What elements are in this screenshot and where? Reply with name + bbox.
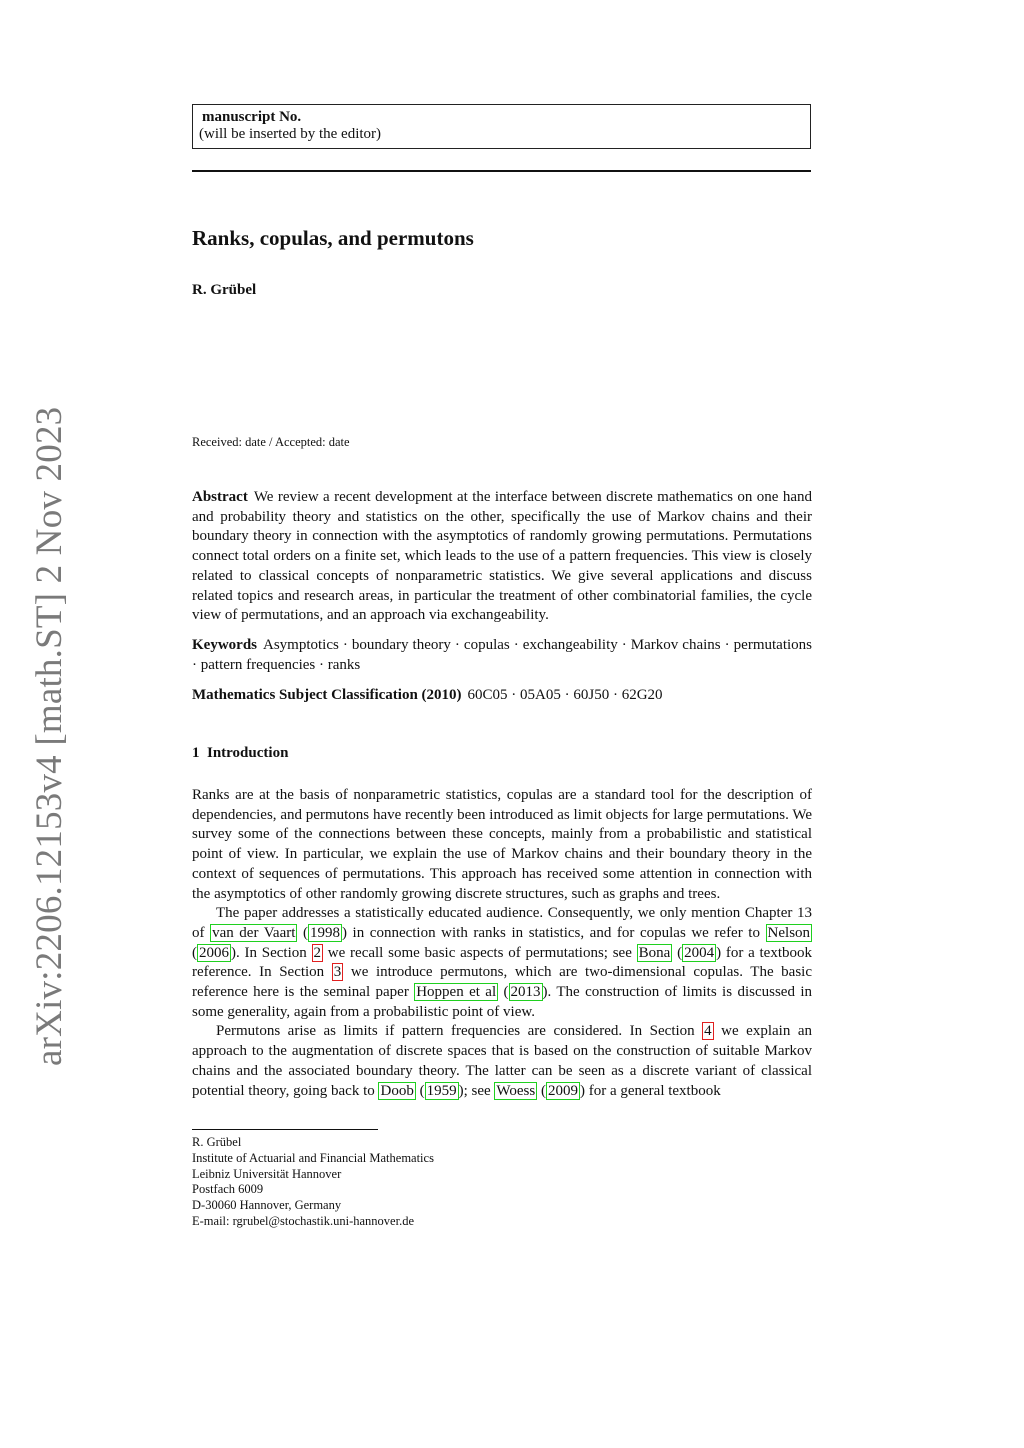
keywords-label: Keywords xyxy=(192,637,257,653)
citation-link-year-2013[interactable]: 2013 xyxy=(510,984,541,1001)
text-run: we recall some basic aspects of permutations; see xyxy=(323,944,637,961)
text-run: we introduce permutons, which are two-dimensional copulas. The basic reference here is the seminal paper xyxy=(192,964,813,1001)
citation-link-year-2004[interactable]: 2004 xyxy=(684,944,715,961)
manuscript-number-label: manuscript No. xyxy=(202,109,302,125)
text-run: ( xyxy=(415,1082,425,1099)
keywords-text: Asymptotics · boundary theory · copulas · exchangeability · Markov chains · permutations · pattern frequencies · ranks xyxy=(192,637,812,673)
section-number: 1 xyxy=(192,745,200,761)
author-affiliation-footnote xyxy=(192,1135,812,1230)
text-run: ( xyxy=(297,924,308,941)
citation-link-year-2009[interactable]: 2009 xyxy=(547,1082,578,1099)
footnote-rule xyxy=(192,1129,378,1130)
manuscript-editor-note: (will be inserted by the editor) xyxy=(199,126,382,142)
section-link-2[interactable]: 2 xyxy=(313,944,322,961)
citation-link-year-1998[interactable]: 1998 xyxy=(309,924,340,941)
text-run: ( xyxy=(498,984,509,1001)
paper-title: Ranks, copulas, and permutons xyxy=(192,226,474,250)
header-rule xyxy=(192,170,811,172)
section-link-3[interactable]: 3 xyxy=(333,964,342,981)
text-run: ( xyxy=(192,944,197,961)
arxiv-identifier: arXiv:2206.12153v4 [math.ST] 2 Nov 2023 xyxy=(29,406,70,1066)
intro-paragraph-1: Ranks are at the basis of nonparametric statistics, copulas are a standard tool for the description of dependencies, and permutons have recently been introduced as limit objects for large permutations. We survey some of the connections between these concepts, mainly from a probabilistic and statistical point of view. In particular, we explain the use of Markov chains and their boundary theory in the context of sequences of permutations. This approach has received some attention in connection with the asymptotics of other randomly growing discrete structures, such as graphs and trees. xyxy=(192,787,812,902)
text-run: ) for a textbook reference. In Section xyxy=(192,944,813,981)
footnote-line: Leibniz Universität Hannover xyxy=(192,1166,342,1181)
text-run: ). The construction of limits is discussed in some generality, again from a probabilistic point of view. xyxy=(192,984,812,1020)
text-run: ) for a general textbook xyxy=(579,1082,721,1099)
citation-link-woess[interactable]: Woess xyxy=(496,1082,536,1099)
section-link-4[interactable]: 4 xyxy=(704,1023,712,1040)
msc-label: Mathematics Subject Classification (2010) xyxy=(192,687,462,703)
text-run: ); see xyxy=(458,1082,495,1099)
abstract-text: We review a recent development at the interface between discrete mathematics on one hand and probability theory and statistics on the other, specifically the use of Markov chains and their boundary theory in connection with the asymptotics of randomly growing permutations. Permutations connect total orders on a finite set, which leads to the use of a pattern frequencies. This view is closely related to classical concepts of nonparametric statistics. We give several applications and discuss related topics and research areas, in particular the treatment of other combinatorial families, the cycle view of permutations, and an approach via exchangeability. xyxy=(192,489,812,624)
text-run: ) in connection with ranks in statistics, and for copulas we refer to xyxy=(341,924,766,941)
footnote-line: R. Grübel xyxy=(192,1135,242,1149)
manuscript-box xyxy=(192,104,811,149)
msc-classification xyxy=(192,686,812,706)
received-accepted-dates: Received: date / Accepted: date xyxy=(192,435,350,449)
text-run: we explain an approach to the augmentation of discrete spaces that is based on the construction of suitable Markov chains and the associated boundary theory. The latter can be seen as a discrete variant of classical potential theory, going back to xyxy=(192,1023,812,1099)
footnote-line: Postfach 6009 xyxy=(192,1182,264,1197)
intro-paragraph-2 xyxy=(192,904,812,1022)
citation-link-year-2006[interactable]: 2006 xyxy=(199,944,229,961)
text-run: ). In Section xyxy=(231,944,312,961)
footnote-line: D-30060 Hannover, Germany xyxy=(192,1198,342,1213)
citation-link-doob[interactable]: Doob xyxy=(380,1082,414,1099)
abstract-label: Abstract xyxy=(192,489,248,505)
footnote-email: E-mail: rgrubel@stochastik.uni-hannover.de xyxy=(192,1213,414,1228)
citation-link-year-1959[interactable]: 1959 xyxy=(426,1082,457,1099)
text-run: ( xyxy=(672,944,683,961)
citation-link-nelson[interactable]: Nelson xyxy=(767,924,811,941)
text-run: The paper addresses a statistically educated audience. Consequently, we only mention Chapter 13 of xyxy=(192,905,812,941)
intro-paragraph-3 xyxy=(192,1022,812,1101)
section-heading-introduction xyxy=(192,745,812,762)
abstract xyxy=(192,488,812,626)
introduction-body xyxy=(192,786,812,1101)
author-name: R. Grübel xyxy=(192,282,257,298)
footnote-line: Institute of Actuarial and Financial Mathematics xyxy=(192,1150,434,1165)
citation-link-hoppen-et-al[interactable]: Hoppen et al xyxy=(416,984,497,1001)
msc-codes: 60C05 · 05A05 · 60J50 · 62G20 xyxy=(467,687,663,703)
section-title: Introduction xyxy=(207,745,289,761)
citation-link-bona[interactable]: Bona xyxy=(638,944,671,961)
keywords xyxy=(192,636,812,675)
citation-link-van-der-vaart[interactable]: van der Vaart xyxy=(212,924,296,941)
text-run: Permutons arise as limits if pattern frequencies are considered. In Section xyxy=(216,1023,703,1040)
text-run: ( xyxy=(537,1082,546,1099)
